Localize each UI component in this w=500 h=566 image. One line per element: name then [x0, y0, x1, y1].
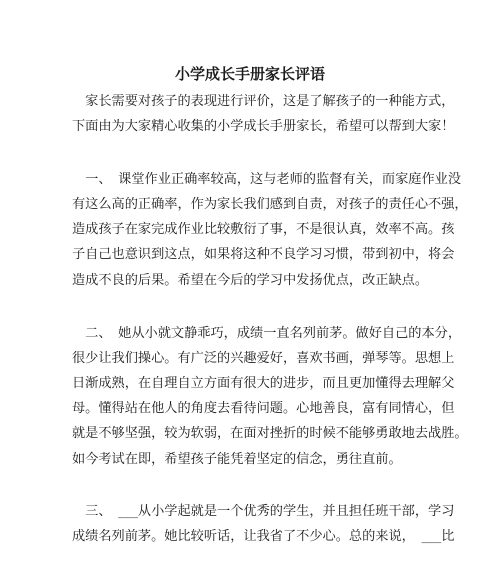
para2-line-3: 日渐成熟，在自理自立方面有很大的进步，而且更加懂得去理解父	[72, 376, 455, 391]
para1-line-1: 一、 课堂作业正确率较高，这与老师的监督有关，而家庭作业没	[72, 172, 462, 187]
document-title: 小学成长手册家长评语	[174, 65, 325, 83]
intro-line-2: 下面由为大家精心收集的小学成长手册家长，希望可以帮到大家！	[72, 119, 455, 134]
para2-line-6: 如今考试在即，希望孩子能凭着坚定的信念，勇往直前。	[72, 452, 402, 467]
para2-line-1: 二、 她从小就文静乖巧，成绩一直名列前茅。做好自己的本分，	[72, 326, 462, 341]
para3-line-2: 成绩名列前茅。她比较听话，让我省了不少心。总的来说， ___比	[72, 529, 455, 544]
para1-line-5: 造成不良的后果。希望在今后的学习中发扬优点，改正缺点。	[72, 273, 429, 288]
para2-line-5: 就是不够坚强，较为软弱，在面对挫折的时候不能够勇敢地去战胜。	[72, 426, 468, 441]
intro-line-1: 家长需要对孩子的表现进行评价，这是了解孩子的一种能方式，	[72, 94, 455, 109]
para1-line-4: 子自己也意识到这点，如果将这种不良学习习惯，带到初中，将会	[72, 247, 455, 262]
para1-line-2: 有这么高的正确率，作为家长我们感到自责，对孩子的责任心不强，	[72, 197, 468, 212]
para3-line-1: 三、 ___从小学起就是一个优秀的学生，并且担任班干部，学习	[72, 504, 455, 519]
para1-line-3: 造成孩子在家完成作业比较敷衍了事，不是很认真，效率不高。孩	[72, 222, 455, 237]
para2-line-4: 母。懂得站在他人的角度去看待问题。心地善良，富有同情心，但	[72, 401, 455, 416]
para2-line-2: 很少让我们操心。有广泛的兴趣爱好，喜欢书画，弹琴等。思想上	[72, 351, 455, 366]
